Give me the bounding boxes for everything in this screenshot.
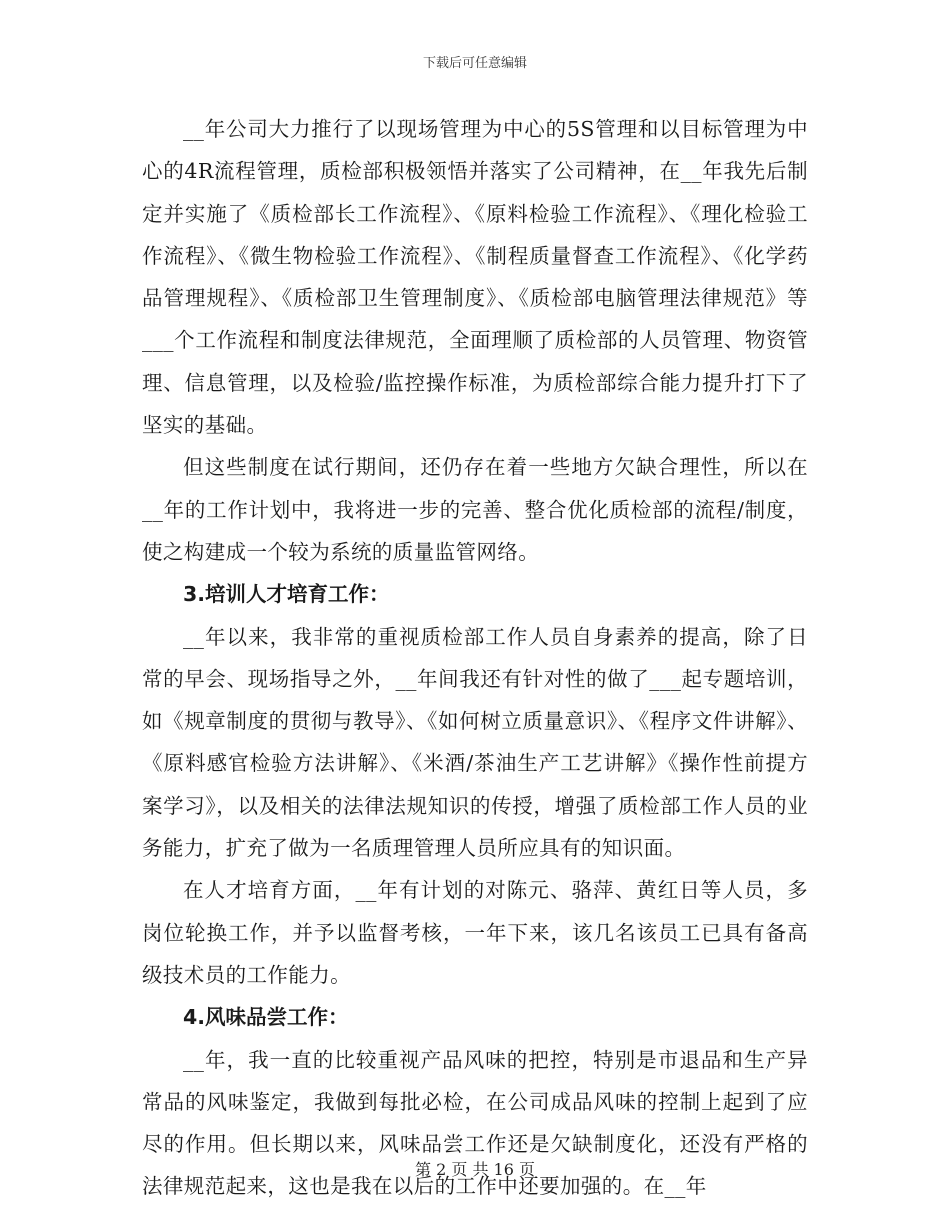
section-heading-flavor-tasting: 4.风味品尝工作：: [183, 1005, 349, 1030]
section-heading-training: 3.培训人才培育工作：: [183, 582, 390, 607]
page-header: 下载后可任意编辑: [422, 56, 527, 71]
paragraph-flavor-tasting: __年，我一直的比较重视产品风味的把控，特别是市退品和生产异常品的风味鉴定，我做到每批必检，在公司成品风味的控制上起到了应尽的作用。但长期以来，风味品尝工作还是欠缺制度化，还没有严格的法律规范起来，这也是我在以后的工作中还要加强的。在__年: [142, 1047, 808, 1199]
paragraph-improvement-plan: 但这些制度在试行期间，还仍存在着一些地方欠缺合理性，所以在__年的工作计划中，我将进一步的完善、整合优化质检部的流程/制度，使之构建成一个较为系统的质量监管网络。: [142, 455, 808, 564]
paragraph-talent-development: 在人才培育方面，__年有计划的对陈元、骆萍、黄红日等人员，多岗位轮换工作，并予以监督考核，一年下来，该几名该员工已具有备高级技术员的工作能力。: [142, 878, 808, 987]
page-number: 第 2 页 共 16 页: [415, 1160, 535, 1179]
paragraph-quality-procedures: __年公司大力推行了以现场管理为中心的5S管理和以目标管理为中心的4R流程管理，质检部积极领悟并落实了公司精神，在__年我先后制定并实施了《质检部长工作流程》、《原料检验工作流程》、《理化检验工作流程》、《微生物检验工作流程》、《制程质量督查工作流程》、《化学药品管理规程》、《质检部卫生管理制度》、《质检部电脑管理法律规范》等___个工作流程和制度法律规范，全面理顺了质检部的人员管理、物资管理、信息管理，以及检验/监控操作标准，为质检部综合能力提升打下了坚实的基础。: [142, 117, 808, 438]
document-body: [142, 108, 808, 1208]
paragraph-training: __年以来，我非常的重视质检部工作人员自身素养的提高，除了日常的早会、现场指导之外，__年间我还有针对性的做了___起专题培训，如《规章制度的贯彻与教导》、《如何树立质量意识》、《程序文件讲解》、《原料感官检验方法讲解》、《米酒/茶油生产工艺讲解》《操作性前提方案学习》，以及相关的法律法规知识的传授，增强了质检部工作人员的业务能力，扩充了做为一名质理管理人员所应具有的知识面。: [142, 624, 808, 861]
